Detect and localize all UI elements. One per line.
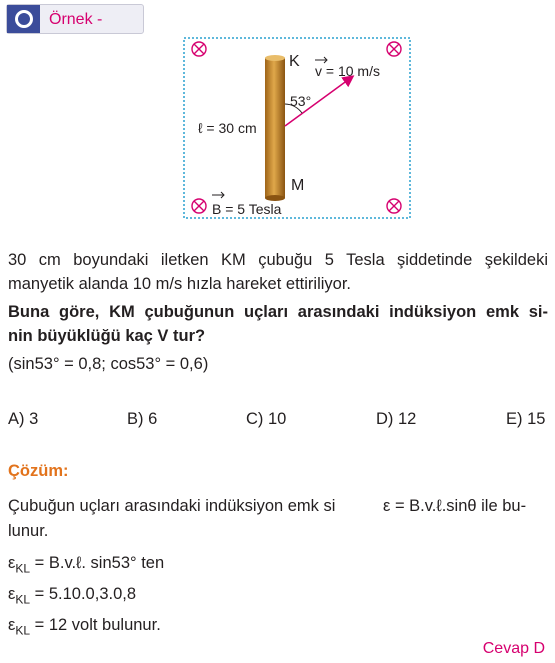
problem-line-2: manyetik alanda 10 m/s hızla hareket ettiriliyor. [8, 275, 351, 293]
option-d: D) 12 [376, 410, 417, 428]
question-line-2: nin büyüklüğü kaç V tur? [8, 327, 206, 345]
field-into-page-icon [192, 199, 206, 213]
solution-title: Çözüm: [8, 462, 69, 480]
option-a: A) 3 [8, 410, 39, 428]
solution-formula: ε = B.v.ℓ.sinθ ile bu- [383, 497, 527, 515]
solution-line-2: lunur. [8, 522, 49, 540]
field-into-page-icon [387, 199, 401, 213]
question-line-1: Buna göre, KM çubuğunun uçları arasındaki indüksiyon emk si- [8, 303, 548, 321]
equation-1: $\varepsilon_{KL}$ = B.v.ℓ. sin53° ten [8, 554, 165, 576]
angle-label: 53° [290, 93, 312, 109]
problem-line-1: 30 cm boyundaki iletken KM çubuğu 5 Tesla şiddetinde şekildeki [8, 251, 548, 269]
physics-figure [0, 0, 555, 230]
field-into-page-icon [192, 42, 206, 56]
answer-label: Cevap D [482, 640, 545, 657]
length-label: ℓ = 30 cm [198, 120, 257, 136]
equation-3: $\varepsilon_{KL} = 12$ volt bulunur. [8, 616, 161, 638]
solution-line-1a: Çubuğun uçları arasındaki indüksiyon emk si [8, 497, 336, 515]
option-e: E) 15 [506, 410, 546, 428]
field-label: B = 5 Tesla [212, 201, 282, 217]
option-c: C) 10 [246, 410, 287, 428]
hint: (sin53° = 0,8; cos53° = 0,6) [8, 355, 209, 373]
example-label: Örnek - [49, 11, 103, 28]
option-b: B) 6 [127, 410, 158, 428]
equation-2: $\varepsilon_{KL} = 5.10.0,3.0,8$ [8, 585, 137, 607]
point-k-label: K [289, 53, 300, 70]
velocity-label: v = 10 m/s [315, 63, 380, 79]
field-into-page-icon [387, 42, 401, 56]
point-m-label: M [291, 177, 305, 194]
conductor-rod [265, 58, 285, 198]
